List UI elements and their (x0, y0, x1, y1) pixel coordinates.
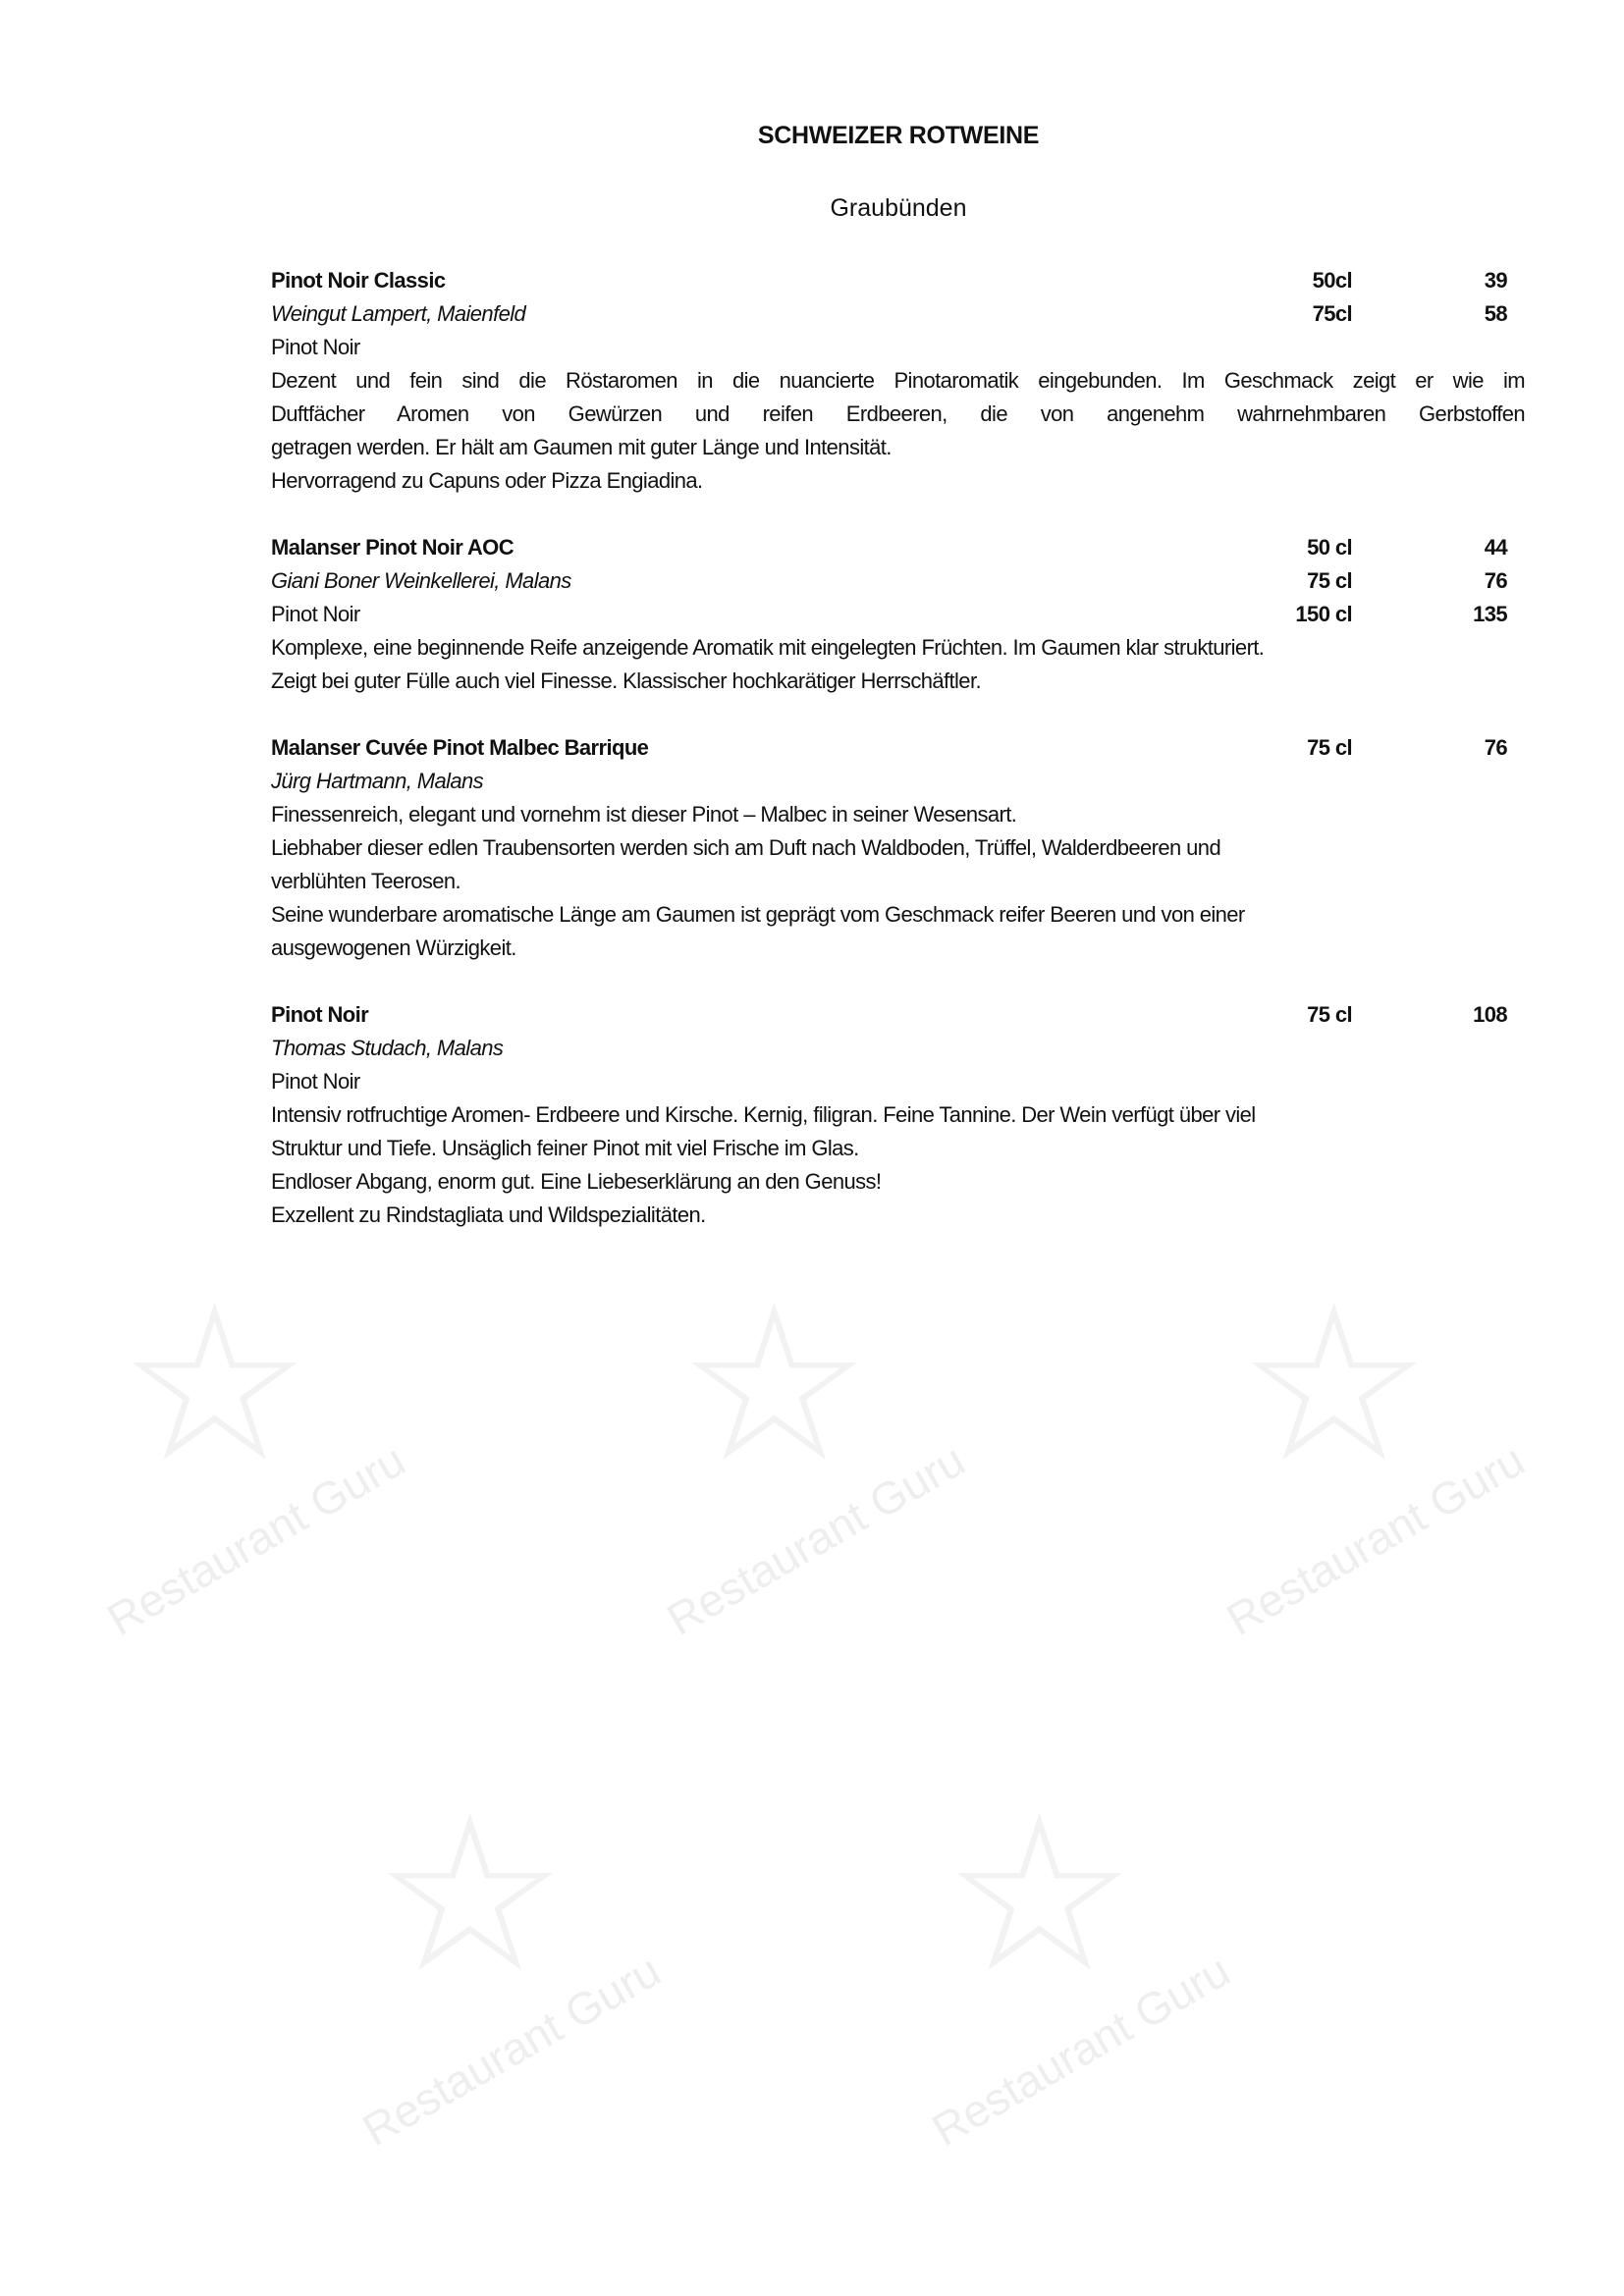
watermark (619, 1263, 992, 1688)
price: 39 (1484, 268, 1507, 293)
bottle-size: 75 cl (1307, 735, 1352, 760)
wine-description-line: Endloser Abgang, enorm gut. Eine Liebeserklärung an den Genuss! (271, 1169, 882, 1194)
wine-producer: Giani Boner Weinkellerei, Malans (271, 568, 571, 593)
wine-description-line: Intensiv rotfruchtige Aromen- Erdbeere und Kirsche. Kernig, filigran. Feine Tannine. Der Wein verfügt über viel (271, 1102, 1256, 1127)
watermark (59, 1263, 432, 1688)
bottle-size: 50 cl (1307, 535, 1352, 560)
page-title: SCHWEIZER ROTWEINE (757, 122, 1040, 149)
wine-description-line: Zeigt bei guter Fülle auch viel Finesse. Klassischer hochkarätiger Herrschäftler. (271, 668, 981, 693)
wine-description-line: Struktur und Tiefe. Unsäglich feiner Pinot mit viel Frische im Glas. (271, 1136, 859, 1160)
wine-entry (271, 531, 1525, 698)
price: 76 (1484, 568, 1507, 593)
wine-entry (271, 998, 1525, 1232)
entry-row (271, 731, 1525, 765)
star-fork-icon: ☆ (373, 1774, 568, 2015)
wine-description-line: verblühten Teerosen. (271, 869, 461, 893)
wine-grape: Pinot Noir (271, 1069, 360, 1094)
wine-description-line: ausgewogenen Würzigkeit. (271, 935, 516, 960)
bottle-size: 75 cl (1307, 1002, 1352, 1027)
star-fork-icon: ☆ (1237, 1263, 1432, 1505)
watermark (884, 1774, 1257, 2199)
wine-description-line: Dezent und fein sind die Röstaromen in die nuancierte Pinotaromatik eingebunden. Im Geschmack zeigt er wie im (271, 368, 1525, 393)
price: 44 (1484, 535, 1507, 560)
wine-description-line: getragen werden. Er hält am Gaumen mit guter Länge und Intensität. (271, 435, 892, 459)
bottle-size: 150 cl (1295, 602, 1352, 626)
wine-description-line: Komplexe, eine beginnende Reife anzeigende Aromatik mit eingelegten Früchten. Im Gaumen klar strukturiert. (271, 635, 1265, 660)
wine-producer: Weingut Lampert, Maienfeld (271, 301, 526, 326)
wine-name: Pinot Noir Classic (271, 268, 446, 293)
price: 135 (1473, 602, 1507, 626)
star-fork-icon: ☆ (677, 1263, 872, 1505)
wine-name: Pinot Noir (271, 1002, 369, 1027)
price: 76 (1484, 735, 1507, 760)
price: 108 (1473, 1002, 1507, 1027)
wine-grape: Pinot Noir (271, 602, 360, 626)
wine-entry (271, 731, 1525, 965)
star-fork-icon: ☆ (118, 1263, 312, 1505)
wine-description-line: Liebhaber dieser edlen Traubensorten werden sich am Duft nach Waldboden, Trüffel, Walderdbeeren und (271, 835, 1221, 860)
wine-name: Malanser Pinot Noir AOC (271, 535, 514, 560)
entry-row (271, 331, 1525, 364)
wine-description-line: Exzellent zu Rindstagliata und Wildspezialitäten. (271, 1202, 706, 1227)
entry-row (271, 1065, 1525, 1098)
wine-name: Malanser Cuvée Pinot Malbec Barrique (271, 735, 649, 760)
entry-row (271, 1032, 1525, 1065)
watermark-text: Restaurant Guru (1218, 1433, 1534, 1645)
entry-row (271, 564, 1525, 598)
entry-row (271, 765, 1525, 798)
watermark (1178, 1263, 1551, 1688)
entry-row (271, 998, 1525, 1032)
entry-row (271, 598, 1525, 631)
watermark-text: Restaurant Guru (923, 1944, 1239, 2156)
watermark-text: Restaurant Guru (658, 1433, 974, 1645)
region-heading: Graubünden (830, 194, 967, 222)
wine-description-line: Seine wunderbare aromatische Länge am Gaumen ist geprägt vom Geschmack reifer Beeren und von einer (271, 902, 1245, 927)
wine-description-line: Hervorragend zu Capuns oder Pizza Engiadina. (271, 468, 703, 493)
entry-row (271, 297, 1525, 331)
bottle-size: 75cl (1312, 301, 1352, 326)
bottle-size: 50cl (1312, 268, 1352, 293)
wine-description-line: Finessenreich, elegant und vornehm ist dieser Pinot – Malbec in seiner Wesensart. (271, 802, 1017, 827)
star-fork-icon: ☆ (943, 1774, 1137, 2015)
watermark (314, 1774, 687, 2199)
watermark-text: Restaurant Guru (353, 1944, 670, 2156)
wine-producer: Jürg Hartmann, Malans (271, 769, 484, 793)
watermark-text: Restaurant Guru (98, 1433, 414, 1645)
bottle-size: 75 cl (1307, 568, 1352, 593)
wine-entry (271, 264, 1525, 498)
entry-row (271, 531, 1525, 564)
wine-producer: Thomas Studach, Malans (271, 1036, 504, 1060)
wine-description-line: Duftfächer Aromen von Gewürzen und reifen Erdbeeren, die von angenehm wahrnehmbaren Gerbstoffen (271, 401, 1525, 426)
wine-list (271, 264, 1525, 1265)
wine-grape: Pinot Noir (271, 335, 360, 359)
entry-row (271, 264, 1525, 297)
price: 58 (1484, 301, 1507, 326)
